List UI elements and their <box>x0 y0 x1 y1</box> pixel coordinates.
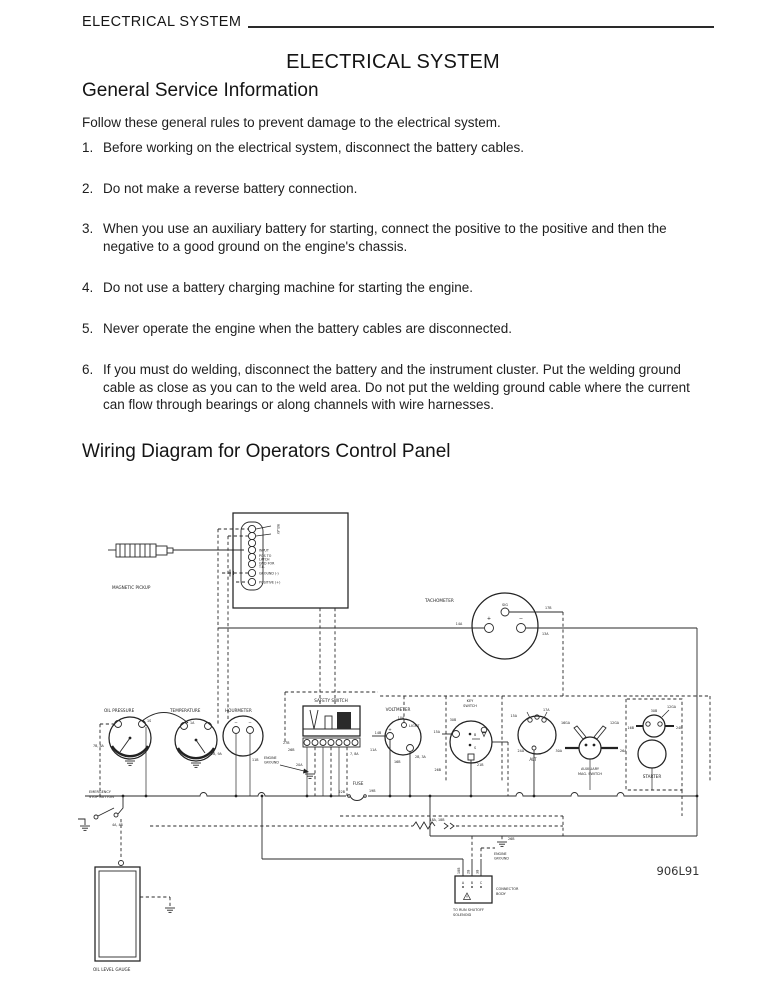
engine-ground-2-line1: ENGINE <box>494 852 507 856</box>
wire-24b: 24B <box>676 726 683 730</box>
wire-22b: 22B <box>338 790 345 794</box>
key-switch-label2: SWITCH <box>463 704 477 708</box>
connector-terminal-b: B <box>470 881 474 885</box>
wire-4a-4b: 4A, 4B <box>112 823 123 827</box>
list-text: Never operate the engine when the battery cables are disconnected. <box>103 320 513 336</box>
list-text: Do not use a battery charging machine for starting the engine. <box>103 280 473 296</box>
wire-1s: 1S <box>147 719 152 723</box>
connector-body <box>262 796 519 917</box>
tachometer-label: TACHOMETER <box>425 598 454 603</box>
starter <box>626 699 683 816</box>
aux-label2: MAG. SWITCH <box>577 772 603 776</box>
running-header <box>82 14 714 30</box>
wire-14a: 14A <box>455 622 463 626</box>
alt-label: ALT <box>529 757 537 762</box>
safety-switch <box>283 698 360 796</box>
voltmeter-plus: + <box>388 727 392 732</box>
wire-26b-key: 26B <box>434 768 441 772</box>
wire-2b-9a: 2B, 9A <box>211 752 222 756</box>
wire-16b-starter: 16B <box>627 726 634 730</box>
wire-21b: 21B <box>477 763 484 767</box>
hourmeter-label: HOURMETER <box>225 708 252 713</box>
voltmeter-label: VOLTMETER <box>385 707 411 712</box>
terminal-label-pos-to: POS TO <box>259 554 272 558</box>
oil-level-gauge <box>93 861 175 973</box>
to-run-shutoff-label2: SOLENOID <box>453 913 472 917</box>
list-item <box>82 279 714 297</box>
hourmeter-gauge <box>223 708 263 796</box>
wire-2b-3a: 2B, 3A <box>415 755 426 759</box>
hourmeter-minus2: − <box>248 720 252 725</box>
terminal-label-positive: POSITIVE (+) <box>259 580 281 585</box>
engine-ground-1-line2: GROUND <box>264 760 279 765</box>
connector-terminal-c: C <box>479 881 483 885</box>
wire-3b: 3B <box>475 869 480 874</box>
figure-number: 906L91 <box>656 864 700 878</box>
to-run-shutoff-label1: TO RUN SHUTOFF <box>453 908 485 912</box>
wire-12ga-starter: 12GA <box>667 705 677 709</box>
intro-paragraph: Follow these general rules to prevent damage to the electrical system. <box>82 115 501 130</box>
wire-7-8a: 7, 8A <box>350 752 359 756</box>
rules-list <box>82 139 714 414</box>
list-text: Before working on the electrical system, disconnect the battery cables. <box>103 139 524 155</box>
wire-1a: 1A <box>190 721 195 725</box>
relay-label: RELAY <box>276 524 280 535</box>
wire-30a: 30A <box>555 749 562 753</box>
connector-terminal-a: A <box>461 881 465 885</box>
wire-15a: 15A <box>433 730 440 734</box>
wire-24a: 24A <box>517 749 524 753</box>
list-number: 2. <box>82 180 94 196</box>
list-number: 5. <box>82 320 94 336</box>
safety-switch-label: SAFETY SWITCH <box>314 698 348 703</box>
starter-label: STARTER <box>642 774 662 779</box>
wire-12ga: 12GA <box>610 721 620 725</box>
wire-17b: 17B <box>545 606 552 610</box>
wire-7b-8a: 7B, 8A <box>93 744 104 748</box>
list-item <box>82 220 714 256</box>
terminal-label-latch: LATCH <box>259 557 270 562</box>
wire-15a-alt: 15A <box>510 714 517 718</box>
emergency-stop-button <box>78 790 124 859</box>
list-number: 4. <box>82 280 94 296</box>
engine-ground-1-line1: ENGINE <box>264 756 277 760</box>
key-switch <box>434 696 508 796</box>
section-heading-wiring-diagram: Wiring Diagram for Operators Control Panel <box>82 441 451 463</box>
wire-20a: 20A <box>296 763 303 767</box>
wire-16ga: 16GA <box>560 721 570 725</box>
wire-27b: 27B <box>283 741 290 745</box>
list-number: 6. <box>82 361 94 377</box>
wire-18a-18b: 18A, 18B <box>429 818 445 822</box>
aux-label1: AUXILIARY <box>580 767 600 771</box>
magnetic-pickup-label: MAGNETIC PICKUP <box>112 585 151 590</box>
wire-18b: 18B <box>457 867 461 874</box>
auxiliary-mag-switch <box>556 721 628 790</box>
voltmeter-gauge <box>370 696 427 796</box>
tach-plus-label: + <box>486 616 492 622</box>
wire-10a: 10A <box>397 716 405 720</box>
alternator <box>511 708 556 796</box>
terminal-label-input: INPUT <box>259 548 269 553</box>
list-number: 3. <box>82 221 94 237</box>
list-item <box>82 139 714 157</box>
list-item <box>82 361 714 414</box>
connector-body-label2: BODY <box>496 892 506 896</box>
section-heading-general-service: General Service Information <box>82 80 319 101</box>
key-terminal-b: B <box>474 733 477 737</box>
temperature-gauge <box>169 708 223 767</box>
oil-pressure-gauge <box>93 708 188 796</box>
list-item <box>82 180 714 198</box>
wire-30b: 30B <box>449 718 457 722</box>
wire-26b: 26B <box>288 748 295 752</box>
fuse <box>339 781 377 801</box>
wire-11b: 11B <box>252 758 259 762</box>
page-title: ELECTRICAL SYSTEM <box>286 51 500 73</box>
oil-level-gauge-label: OIL LEVEL GAUGE <box>93 967 131 972</box>
wire-17a: 17A <box>543 708 550 712</box>
tach-minus-label: − <box>518 616 524 622</box>
key-terminal-s: S <box>474 746 477 750</box>
terminal-connector-block <box>218 513 348 608</box>
terminal-label-ground-neg: GROUND (-) <box>259 571 279 576</box>
oil-pressure-label: OIL PRESSURE <box>104 708 135 713</box>
key-switch-label1: KEY <box>466 699 474 703</box>
connector-body-label1: CONNECTOR <box>496 887 519 891</box>
engine-ground-2 <box>494 836 515 861</box>
wire-26a: 26A <box>620 749 627 753</box>
header-rule <box>248 26 714 28</box>
fuse-label: FUSE <box>352 781 364 786</box>
terminal-label-tb: T.B. <box>259 565 265 570</box>
list-number: 1. <box>82 139 94 155</box>
emergency-label1: EMERGENCY <box>89 790 111 794</box>
wire-2b: 2B <box>466 869 471 874</box>
wire-30b-starter: 30B <box>650 709 658 713</box>
wire-19b: 19B <box>369 789 376 793</box>
wire-16b: 16B <box>394 760 401 764</box>
voltmeter-light-label: LIGHT <box>409 724 420 728</box>
list-item <box>82 320 714 338</box>
wiring-diagram-figure <box>0 503 772 1000</box>
wiring-diagram-svg <box>0 503 772 1000</box>
wire-14b: 14B <box>374 731 382 735</box>
hourmeter-minus1: − <box>234 720 238 725</box>
wire-26b-ground: 26B <box>508 837 515 841</box>
list-text: When you use an auxiliary battery for starting, connect the positive to the positive and then the negative to a good ground on the engine's chassis. <box>103 221 667 255</box>
running-header-text: ELECTRICAL SYSTEM <box>82 14 242 30</box>
manual-page <box>0 0 772 463</box>
temperature-label: TEMPERATURE <box>170 708 201 713</box>
tach-sig-label: SIG <box>502 603 508 607</box>
terminal-label-gnd-for: GND FOR <box>259 561 275 566</box>
wire-11a: 11A <box>370 748 377 752</box>
wire-13a: 13A <box>542 632 549 636</box>
emergency-label2: STOP BUTTON <box>89 795 114 799</box>
list-text: If you must do welding, disconnect the battery and the instrument cluster. Put the welding ground cable as close as you can to the weld area. Do not put the welding ground cable where the current can flow through bearings or along channels with wire harnesses. <box>103 361 690 413</box>
magnetic-pickup <box>108 544 244 590</box>
list-text: Do not make a reverse battery connection. <box>103 180 358 196</box>
engine-ground-2-line2: GROUND <box>494 856 509 861</box>
